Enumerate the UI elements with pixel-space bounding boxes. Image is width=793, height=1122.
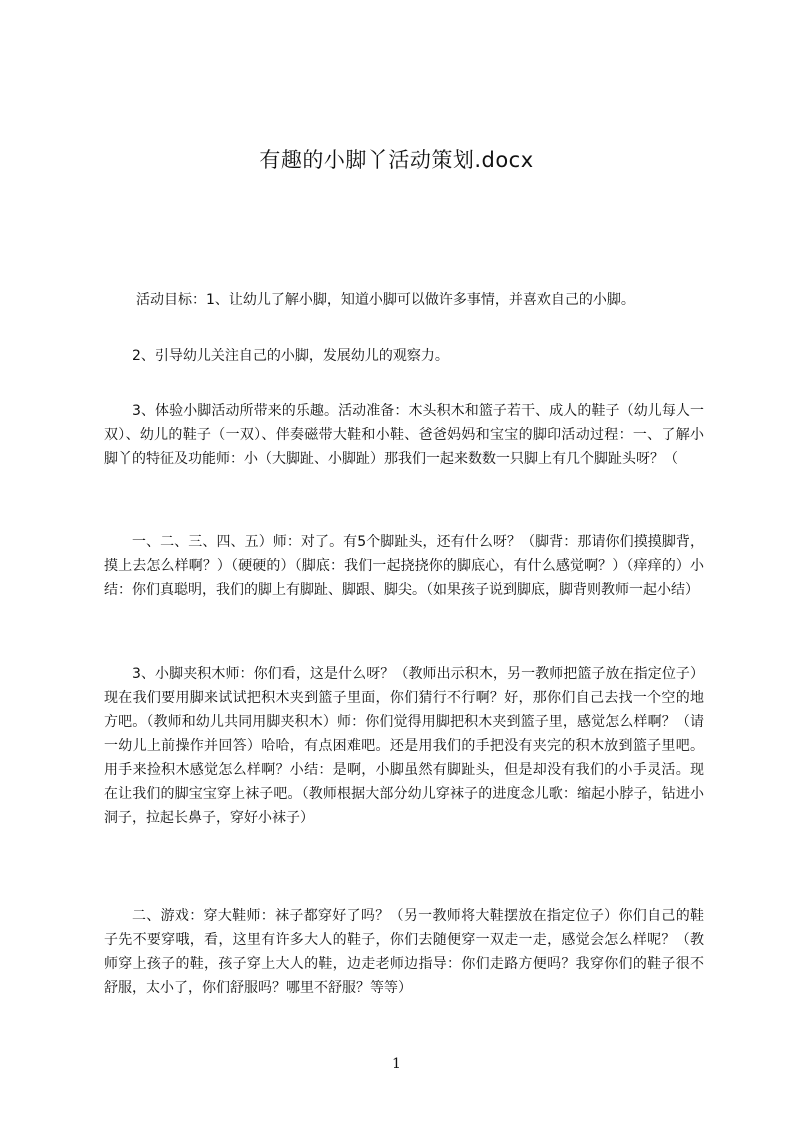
- document-title: 有趣的小脚丫活动策划.docx: [259, 148, 534, 172]
- paragraph-goal-3-preparation: 3、体验小脚活动所带来的乐趣。活动准备：木头积木和篮子若干、成人的鞋子（幼儿每人一双）、幼儿的鞋子（一双）、伴奏磁带大鞋和小鞋、爸爸妈妈和宝宝的脚印活动过程：一、了解小脚丫的特征及功能师：小（大脚趾、小脚趾）那我们一起来数数一只脚上有几个脚趾头呀？（: [104, 403, 704, 467]
- paragraph-goal-2: 2、引导幼儿关注自己的小脚，发展幼儿的观察力。: [132, 348, 449, 364]
- page-number: 1: [392, 1056, 401, 1072]
- paragraph-foot-blocks: 3、小脚夹积木师：你们看，这是什么呀？（教师出示积木，另一教师把篮子放在指定位子）现在我们要用脚来试试把积木夹到篮子里面，你们猜行不行啊？好，那你们自己去找一个空的地方吧。（教师和幼儿共同用脚夹积木）师：你们觉得用脚把积木夹到篮子里，感觉怎么样啊？（请一幼儿上前操作并回答）哈哈，有点困难吧。还是用我们的手把没有夹完的积木放到篮子里吧。用手来捡积木感觉怎么样啊？小结：是啊，小脚虽然有脚趾头，但是却没有我们的小手灵活。现在让我们的脚宝宝穿上袜子吧。（教师根据大部分幼儿穿袜子的进度念儿歌：缩起小脖子，钻进小洞子，拉起长鼻子，穿好小袜子）: [104, 666, 704, 826]
- paragraph-activity-goal: 活动目标：1、让幼儿了解小脚，知道小脚可以做许多事情，并喜欢自己的小脚。: [136, 292, 635, 308]
- paragraph-toe-count: 一、二、三、四、五）师：对了。有5个脚趾头，还有什么呀？（脚背：那请你们摸摸脚背，摸上去怎么样啊？）（硬硬的）（脚底：我们一起挠挠你的脚底心，有什么感觉啊？）（痒痒的）小结：你们真聪明，我们的脚上有脚趾、脚跟、脚尖。（如果孩子说到脚底，脚背则教师一起小结）: [104, 534, 704, 598]
- paragraph-big-shoes-game: 二、游戏：穿大鞋师：袜子都穿好了吗？（另一教师将大鞋摆放在指定位子）你们自己的鞋子先不要穿哦，看，这里有许多大人的鞋子，你们去随便穿一双走一走，感觉会怎么样呢？（教师穿上孩子的鞋，孩子穿上大人的鞋，边走老师边指导：你们走路方便吗？我穿你们的鞋子很不舒服，太小了，你们舒服吗？哪里不舒服？等等）: [104, 908, 704, 996]
